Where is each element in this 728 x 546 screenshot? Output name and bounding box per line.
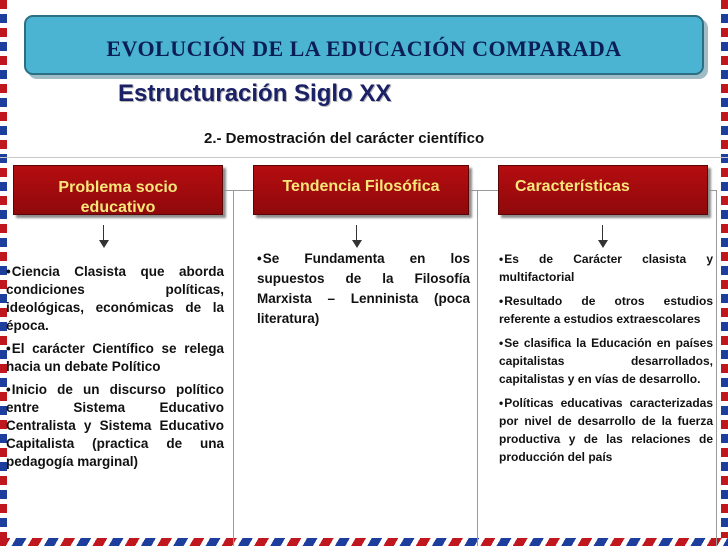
bullet-icon: • [499,294,504,308]
heading-label: Problema socio [58,179,178,196]
heading-label: Características [515,178,630,195]
heading-caracteristicas [498,165,708,215]
bullet-icon: • [6,264,11,279]
list-item: •Inicio de un discurso político entre Sistema Educativo Centralista y Sistema Educativo Capitalista (practica de una pedagogía marginal) [6,382,224,469]
column-divider [716,190,717,546]
list-item: •Ciencia Clasista que aborda condiciones políticas, ideológicas, económicas de la época. [6,264,224,333]
column-problema-socio-educativo [6,263,224,476]
heading-label: educativo [80,199,156,216]
list-item: •Resultado de otros estudios referente a estudios extraescolares [499,294,713,326]
list-item: •Es de Carácter clasista y multifactorial [499,252,713,284]
heading-tendencia-filosofica [253,165,469,215]
slide-subtitle: Estructuración Siglo XX [118,80,392,107]
connector-line [708,190,716,191]
connector-line [223,190,233,191]
column-tendencia-filosofica [257,249,470,335]
connector-line [469,190,477,191]
bullet-icon: • [6,382,11,397]
column-divider [477,190,478,546]
bullet-icon: • [6,341,11,356]
heading-problema-socio-educativo [13,165,223,215]
heading-label: Tendencia Filosófica [282,178,440,195]
down-arrow-icon [97,225,111,249]
bullet-icon: • [499,396,504,410]
down-arrow-icon [350,225,364,249]
bullet-icon: • [257,251,262,266]
slide-title: EVOLUCIÓN DE LA EDUCACIÓN COMPARADA [106,36,622,61]
list-item: •Políticas educativas caracterizadas por nivel de desarrollo de la fuerza productiva y de las relaciones de producción del país [499,396,713,464]
connector-line [477,190,498,191]
list-item: •Se clasifica la Educación en países capitalistas desarrollados, capitalistas y en vías de desarrollo. [499,336,713,386]
horizontal-divider [0,157,728,158]
list-item: •Se Fundamenta en los supuestos de la Filosofía Marxista – Lenninista (poca literatura) [257,251,470,326]
section-heading: 2.- Demostración del carácter científico [204,130,485,147]
connector-line [233,190,253,191]
column-divider [233,190,234,546]
bullet-icon: • [499,252,504,266]
list-item: •El carácter Científico se relega hacia un debate Político [6,341,224,374]
bullet-icon: • [499,336,504,350]
airmail-border-right [721,0,728,546]
airmail-border-bottom [0,538,728,546]
down-arrow-icon [596,225,610,249]
column-caracteristicas [499,250,713,472]
title-banner [24,15,704,75]
